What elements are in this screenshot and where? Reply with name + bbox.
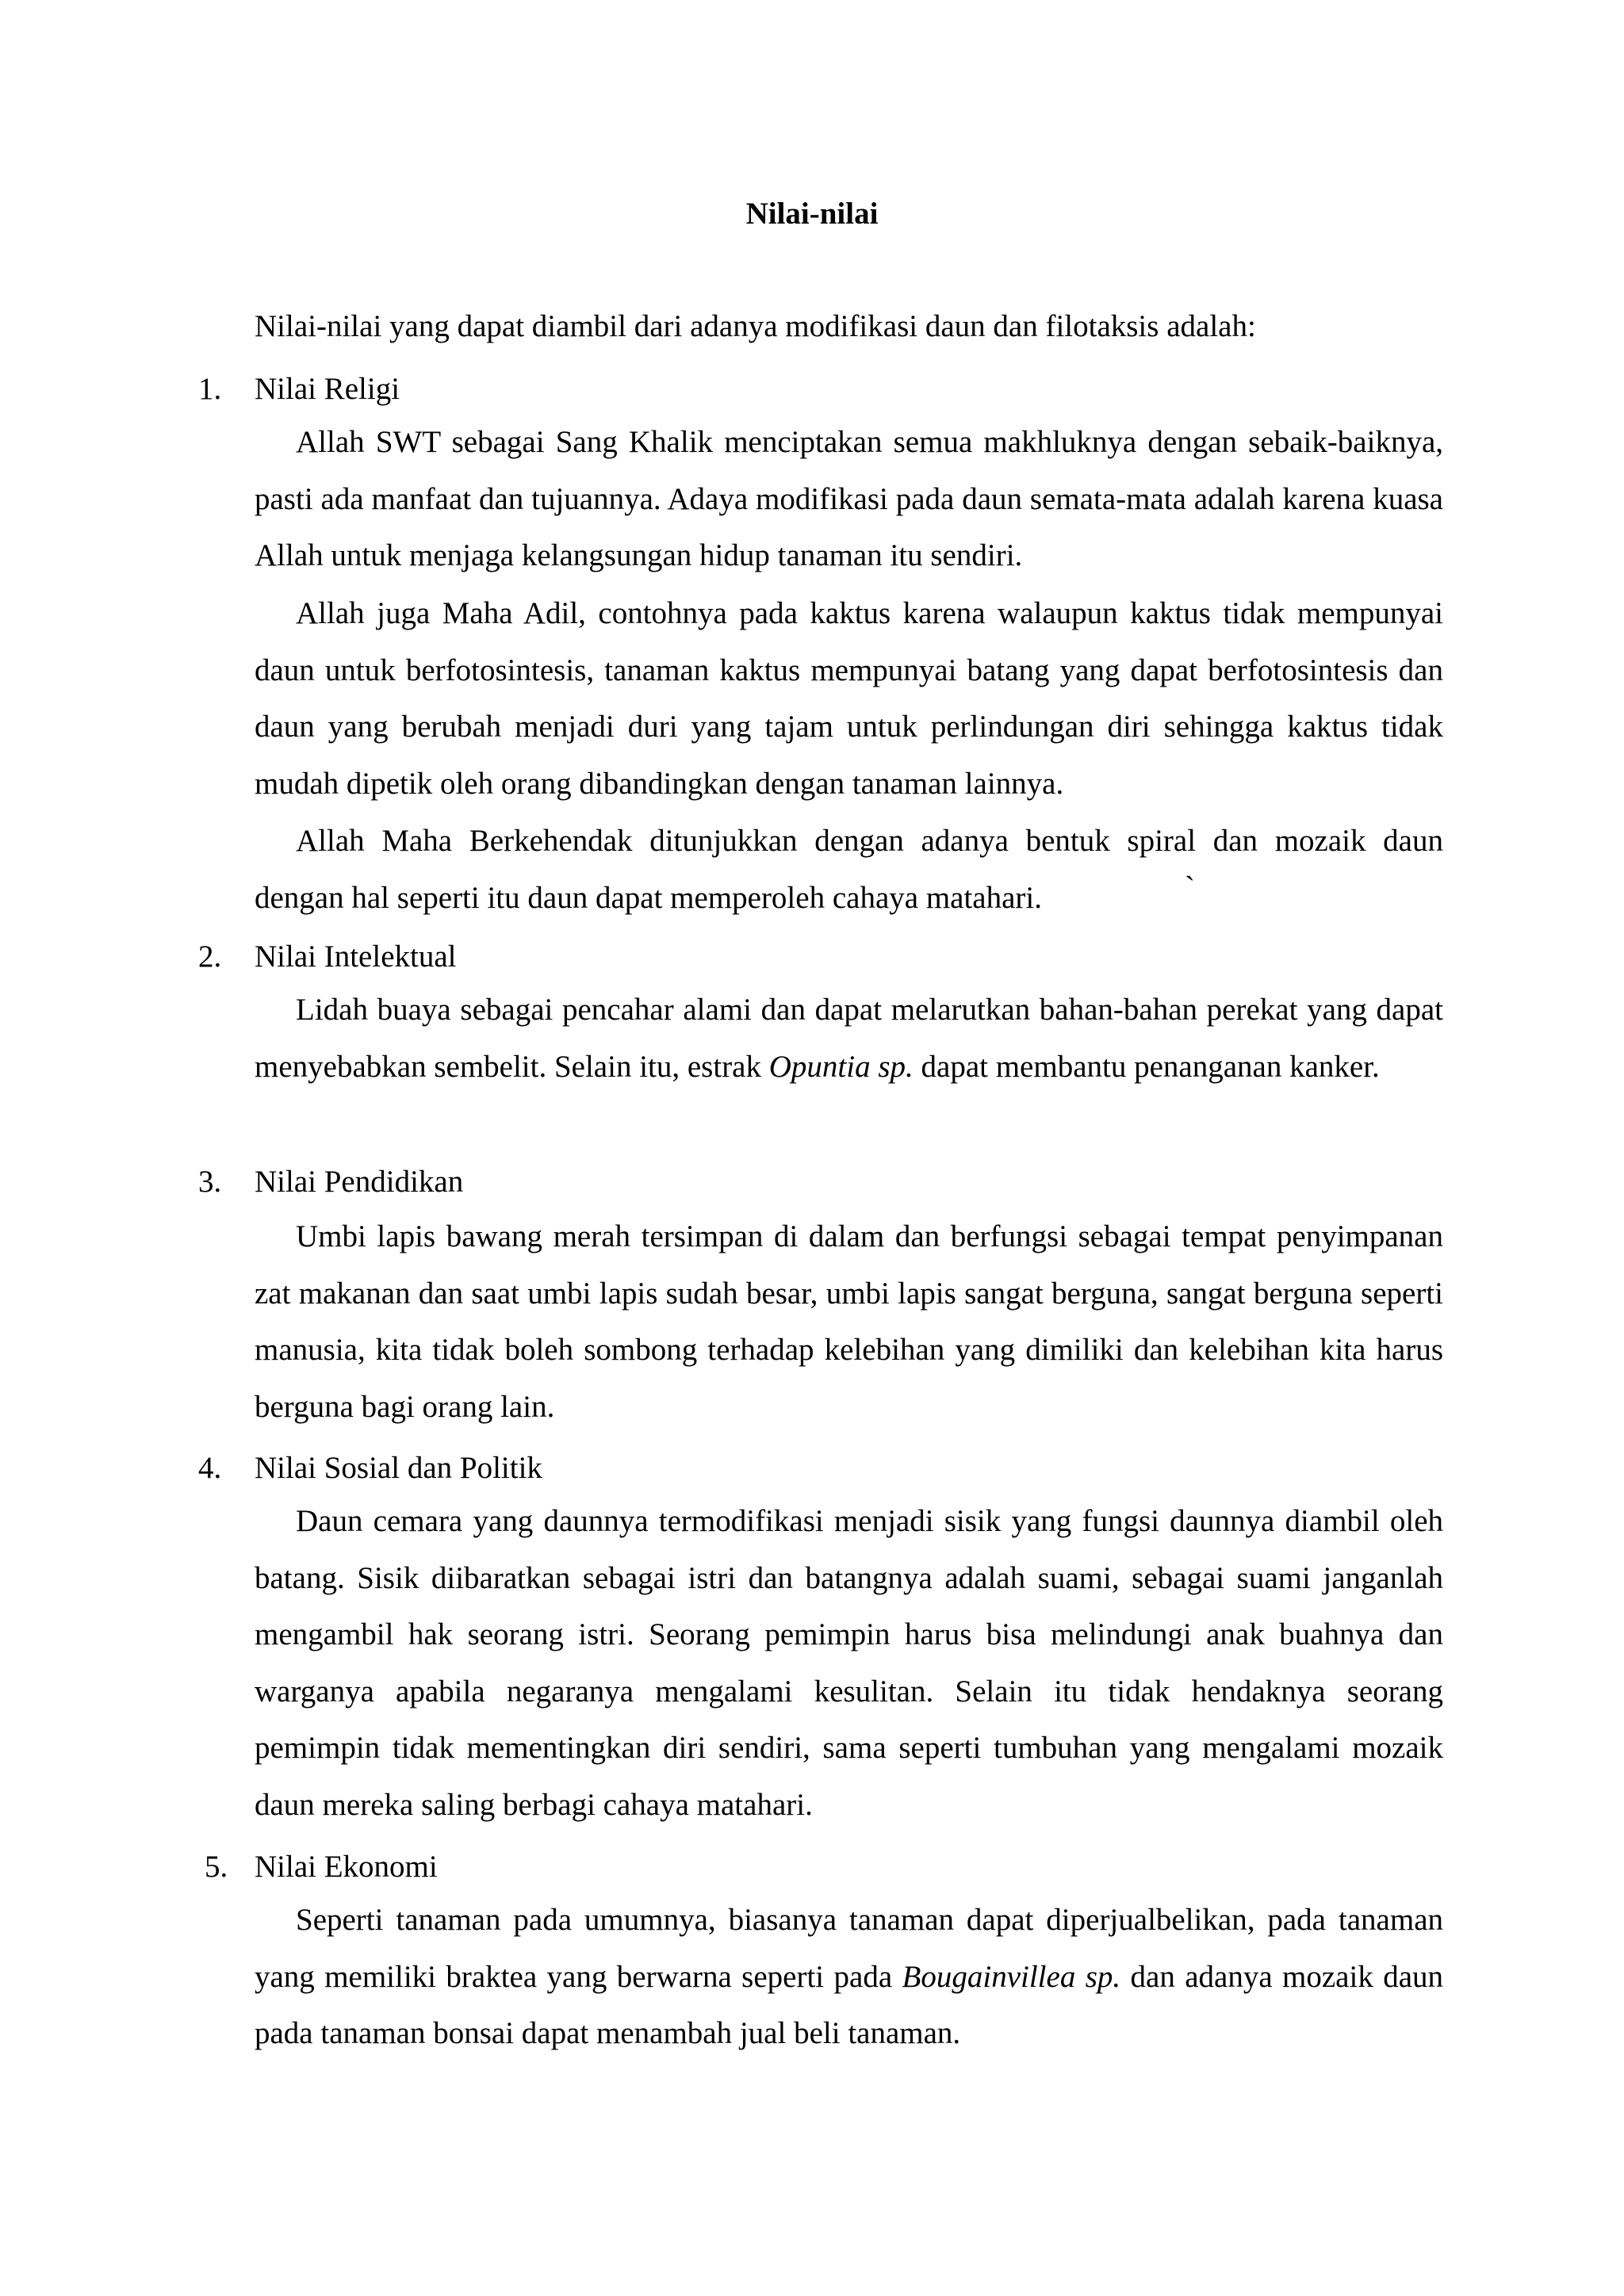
section-number: 2. xyxy=(198,939,222,974)
section-title: Nilai Pendidikan xyxy=(255,1165,464,1199)
section-5-paragraph xyxy=(255,1892,1443,2062)
section-number: 5. xyxy=(205,1850,228,1884)
section-3-paragraph: Umbi lapis bawang merah tersimpan di dalam dan berfungsi sebagai tempat penyimpanan zat makanan dan saat umbi lapis sudah besar, umbi lapis sangat berguna, sangat berguna seperti manusia, kita tidak boleh sombong terhadap kelebihan yang dimiliki dan kelebihan kita harus berguna bagi orang lain. xyxy=(255,1219,1443,1424)
document-title: Nilai-nilai xyxy=(745,197,879,231)
section-5-text-after: dan adanya mozaik daun pada tanaman bonsai dapat menambah jual beli tanaman. xyxy=(255,1959,1444,2050)
species-name: Opuntia sp. xyxy=(768,1049,914,1084)
section-5-text-before: Seperti tanaman pada umumnya, biasanya tanaman dapat diperjualbelikan, pada tanaman yang memiliki braktea yang berwarna seperti pada xyxy=(255,1903,1443,1994)
section-1-paragraph-2: Allah juga Maha Adil, contohnya pada kaktus karena walaupun kaktus tidak mempunyai daun untuk berfotosintesis, tanaman kaktus mempunyai batang yang dapat berfotosintesis dan daun yang berubah menjadi duri yang tajam untuk perlindungan diri sehingga kaktus tidak mudah dipetik oleh orang dibandingkan dengan tanaman lainnya. xyxy=(255,596,1443,801)
section-number: 1. xyxy=(198,372,222,406)
section-number: 4. xyxy=(198,1451,222,1485)
section-number: 3. xyxy=(198,1165,222,1199)
section-title: Nilai Sosial dan Politik xyxy=(255,1451,542,1485)
section-2-paragraph xyxy=(255,982,1443,1095)
intro-paragraph: Nilai-nilai yang dapat diambil dari adanya modifikasi daun dan filotaksis adalah: xyxy=(255,309,1256,343)
species-name: Bougainvillea sp. xyxy=(902,1959,1121,1994)
section-title: Nilai Intelektual xyxy=(255,939,457,974)
section-1-paragraph-3: Allah Maha Berkehendak ditunjukkan dengan adanya bentuk spiral dan mozaik daun dengan hal seperti itu daun dapat memperoleh cahaya matahari. xyxy=(255,824,1443,915)
section-title: Nilai Ekonomi xyxy=(255,1850,438,1884)
stray-mark: ` xyxy=(1185,871,1195,905)
section-title: Nilai Religi xyxy=(255,372,400,406)
section-2-text-before: Lidah buaya sebagai pencahar alami dan dapat melarutkan bahan-bahan perekat yang dapat menyebabkan sembelit. Selain itu, estrak xyxy=(255,993,1443,1084)
section-2-text-after: dapat membantu penanganan kanker. xyxy=(913,1049,1380,1084)
section-4-paragraph: Daun cemara yang daunnya termodifikasi menjadi sisik yang fungsi daunnya diambil oleh batang. Sisik diibaratkan sebagai istri dan batangnya adalah suami, sebagai suami janganlah mengambil hak seorang istri. Seorang pemimpin harus bisa melindungi anak buahnya dan warganya apabila negaranya mengalami kesulitan. Selain itu tidak hendaknya seorang pemimpin tidak mementingkan diri sendiri, sama seperti tumbuhan yang mengalami mozaik daun mereka saling berbagi cahaya matahari. xyxy=(255,1504,1443,1822)
section-1-paragraph-1: Allah SWT sebagai Sang Khalik menciptakan semua makhluknya dengan sebaik-baiknya, pasti ada manfaat dan tujuannya. Adaya modifikasi pada daun semata-mata adalah karena kuasa Allah untuk menjaga kelangsungan hidup tanaman itu sendiri. xyxy=(255,425,1443,572)
